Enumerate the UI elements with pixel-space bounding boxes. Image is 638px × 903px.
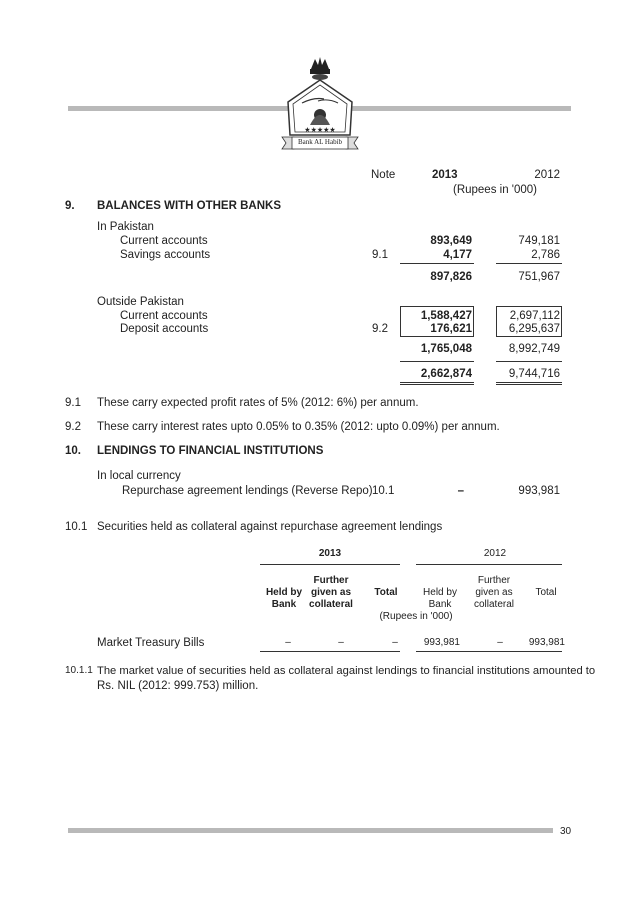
row-label: Current accounts [120, 235, 208, 247]
pakistan-heading: In Pakistan [97, 221, 154, 233]
note-text: These carry expected profit rates of 5% (2012: 6%) per annum. [97, 397, 419, 409]
header-total-2013: Total [374, 587, 398, 598]
row-2012: 749,181 [518, 235, 560, 247]
total-double-rule [496, 382, 562, 383]
row-2013: 176,621 [430, 323, 472, 335]
col-units-header: (Rupees in '000) [452, 184, 538, 196]
logo-stars: ★★★★★ [304, 127, 336, 134]
row-value: 993,981 [423, 637, 460, 648]
total-double-rule [400, 382, 474, 383]
col-2013-header: 2013 [432, 169, 458, 181]
footer-rule [68, 828, 553, 833]
logo-caption: Bank AL Habib [297, 138, 343, 146]
total-rule [400, 361, 474, 362]
row-2013: – [457, 485, 464, 497]
header-further-given-2013: Further given as collateral [309, 575, 353, 610]
total-double-rule [400, 384, 474, 385]
subtotal-rule [496, 263, 562, 264]
col-2012-header: 2012 [534, 169, 560, 181]
row-note: 9.2 [372, 323, 388, 335]
header-total-2012: Total [535, 587, 557, 598]
note10-1-number: 10.1 [65, 521, 88, 533]
outside-subtotal-2013: 1,765,048 [420, 343, 472, 355]
year-2012-label: 2012 [483, 548, 507, 559]
year-2013-label: 2013 [318, 548, 342, 559]
note10-1-text: Securities held as collateral against repurchase agreement lendings [97, 521, 443, 533]
section10-subheading: In local currency [97, 470, 181, 482]
row-2012: 2,697,112 [509, 310, 560, 322]
row-value: – [285, 637, 291, 648]
note-number: 9.1 [65, 397, 81, 409]
pakistan-subtotal-2012: 751,967 [518, 271, 560, 283]
row-2012: 993,981 [518, 485, 560, 497]
header-held-by-bank-2013: Held by Bank [265, 587, 303, 610]
total-rule [496, 361, 562, 362]
section9-number: 9. [65, 200, 75, 212]
outside-subtotal-2012: 8,992,749 [508, 343, 560, 355]
section10-title: LENDINGS TO FINANCIAL INSTITUTIONS [97, 445, 324, 457]
total-2012: 9,744,716 [508, 368, 560, 380]
row-2012: 2,786 [531, 249, 560, 261]
collateral-row-rule [416, 651, 562, 652]
header-further-given-2012: Further given as collateral [473, 575, 515, 610]
row-label: Current accounts [120, 310, 208, 322]
page-number: 30 [560, 826, 572, 837]
row-label: Savings accounts [120, 249, 211, 261]
row-value: 993,981 [528, 637, 565, 648]
subtotal-rule [400, 263, 474, 264]
row-value: – [338, 637, 344, 648]
year-2013-rule [260, 564, 400, 565]
collateral-units: (Rupees in '000) [379, 611, 453, 622]
row-2012: 6,295,637 [508, 323, 560, 335]
col-note-header: Note [371, 169, 396, 181]
section9-title: BALANCES WITH OTHER BANKS [97, 200, 281, 212]
note-text: These carry interest rates upto 0.05% to 0.35% (2012: upto 0.09%) per annum. [97, 421, 500, 433]
note-number: 9.2 [65, 421, 81, 433]
section10-number: 10. [65, 445, 81, 457]
row-label: Market Treasury Bills [97, 637, 205, 649]
row-label: Deposit accounts [120, 323, 209, 335]
row-label: Repurchase agreement lendings (Reverse Repo) [122, 485, 373, 497]
row-2013: 4,177 [443, 249, 472, 261]
note10-1-1-line2: Rs. NIL (2012: 999.753) million. [97, 680, 259, 692]
row-value: – [392, 637, 398, 648]
row-note: 9.1 [372, 249, 388, 261]
row-value: – [497, 637, 503, 648]
year-2012-rule [416, 564, 562, 565]
collateral-row-rule [260, 651, 400, 652]
total-double-rule [496, 384, 562, 385]
total-2013: 2,662,874 [420, 368, 472, 380]
header-held-by-bank-2012: Held by Bank [423, 587, 457, 610]
pakistan-subtotal-2013: 897,826 [430, 271, 472, 283]
note10-1-1-line1: The market value of securities held as collateral against lendings to financial institutions amounted to [97, 665, 596, 677]
note10-1-1-number: 10.1.1 [65, 665, 93, 676]
outside-heading: Outside Pakistan [97, 296, 184, 308]
row-note: 10.1 [372, 485, 395, 497]
row-2013: 893,649 [430, 235, 472, 247]
row-2013: 1,588,427 [420, 310, 472, 322]
